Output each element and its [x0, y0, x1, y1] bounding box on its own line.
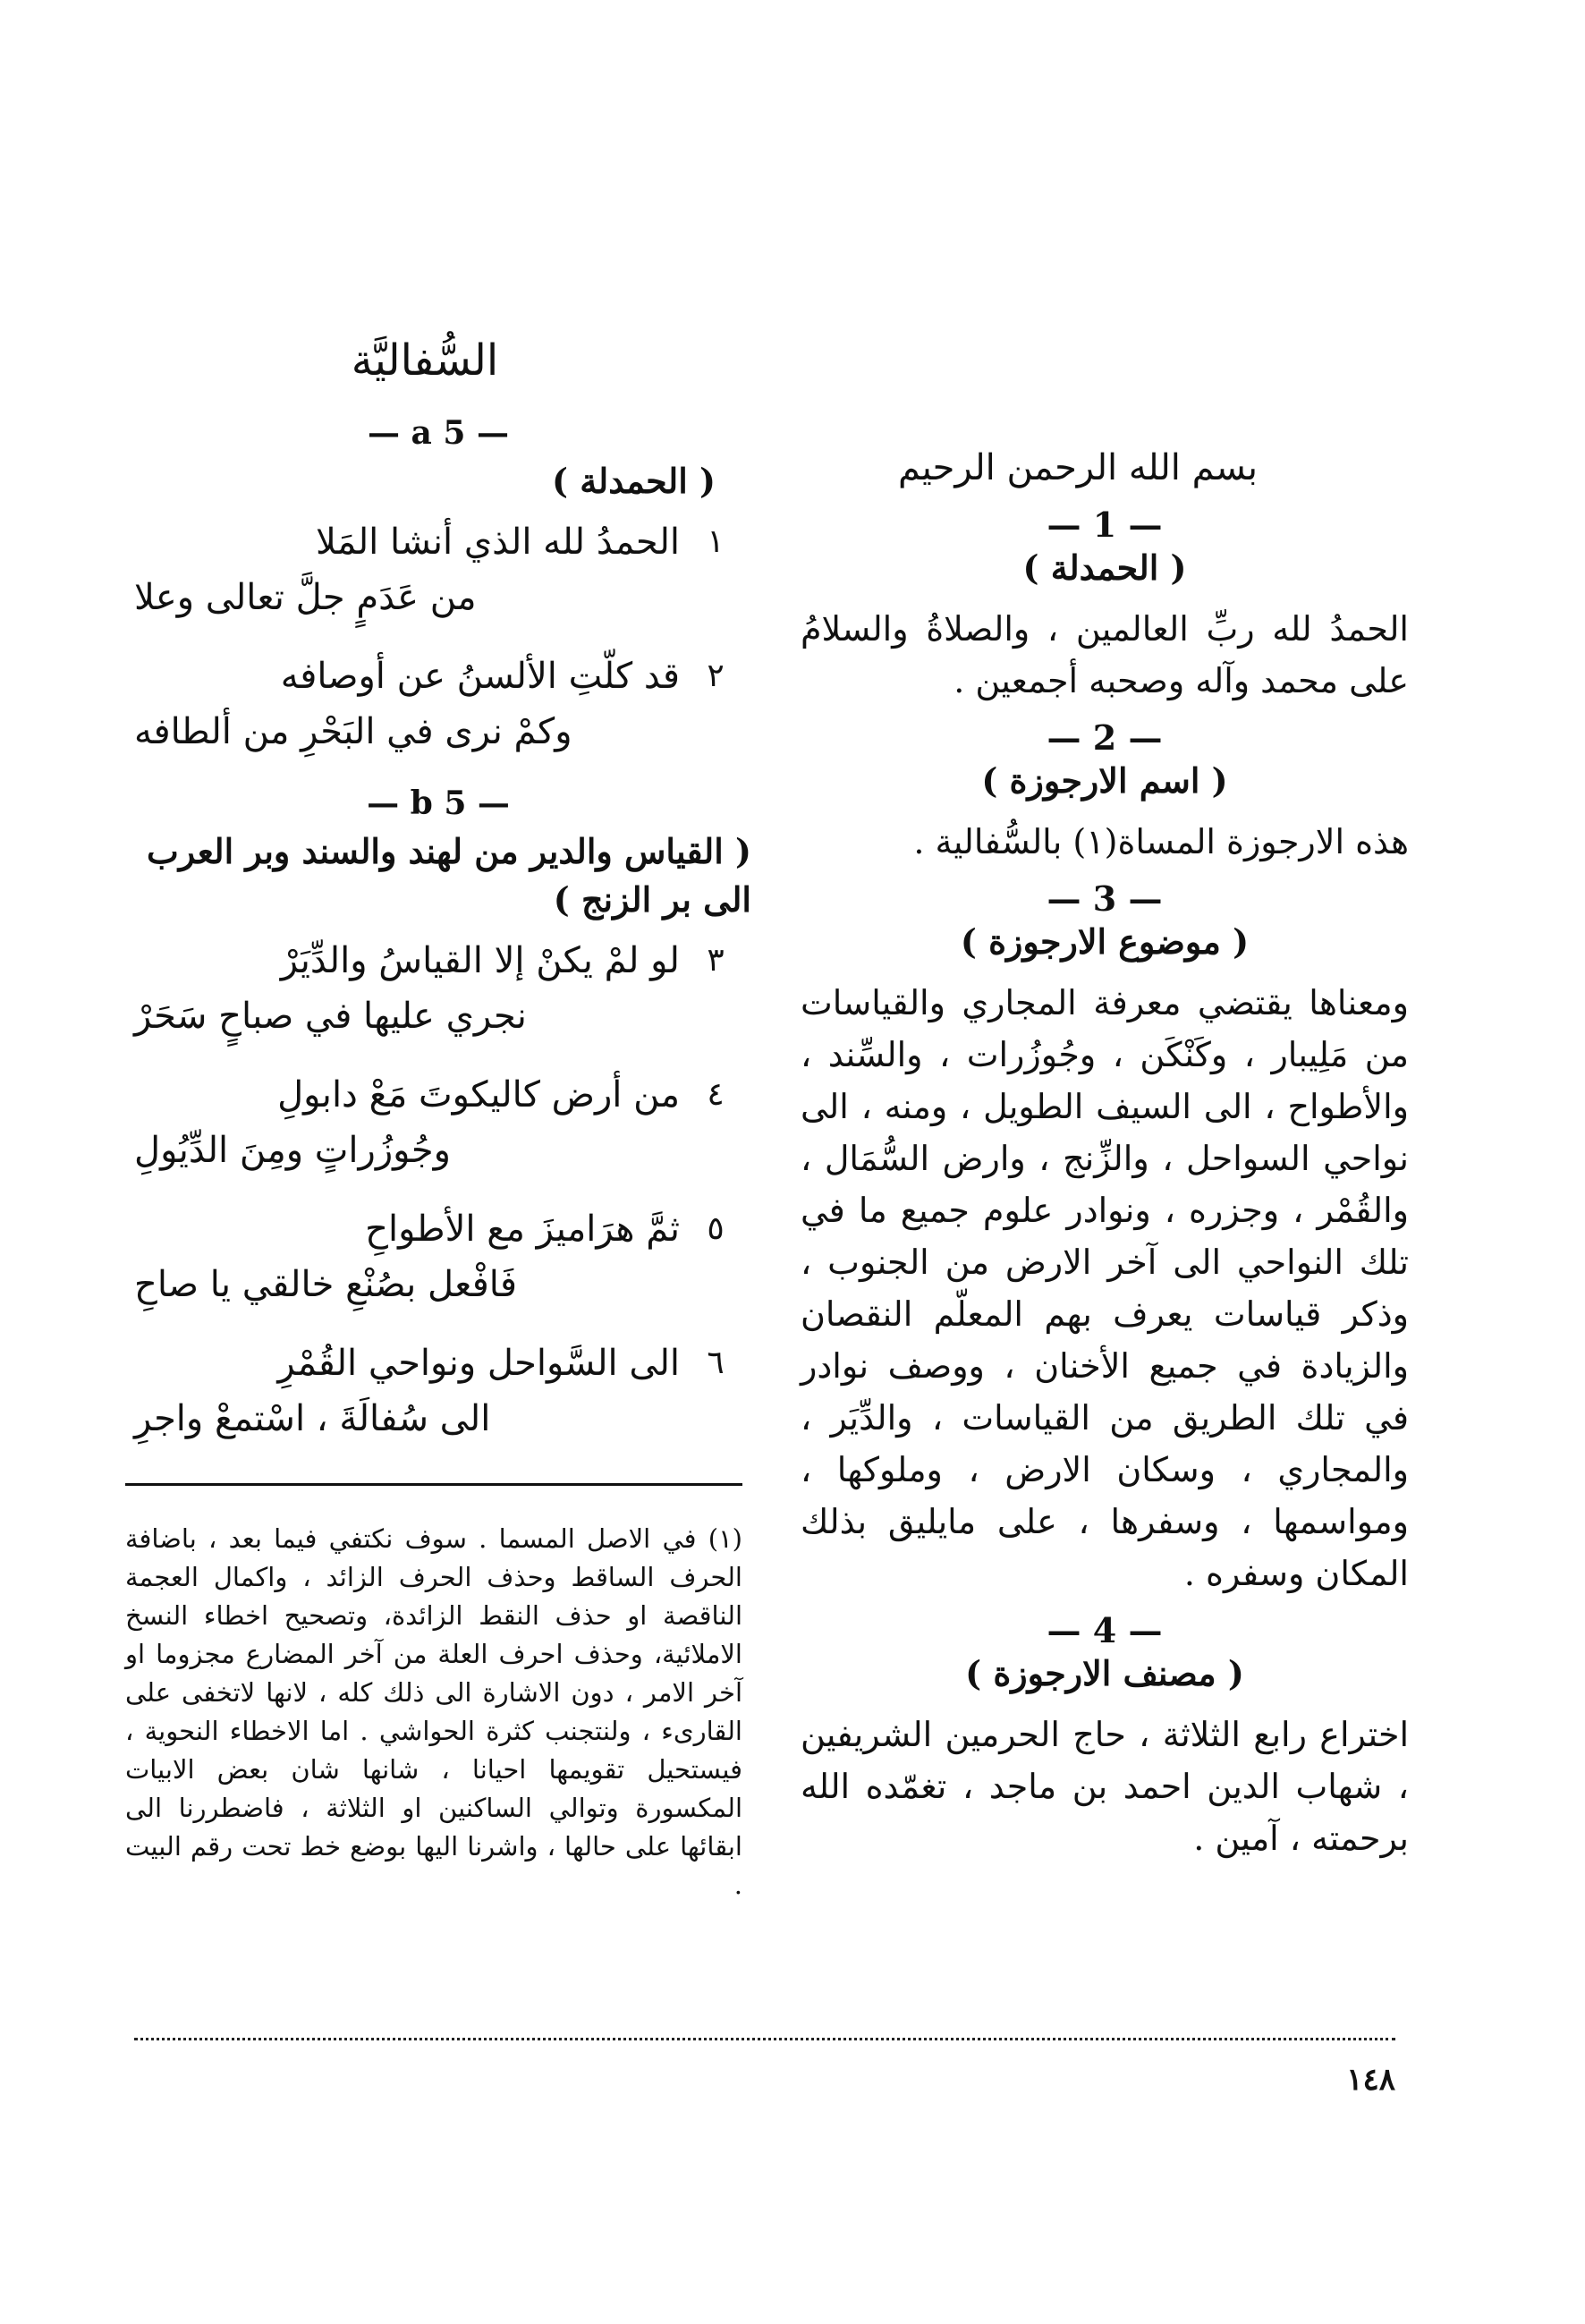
- section-title-2: ( اسم الارجوزة ): [981, 760, 1228, 801]
- section-number-3: — 3 —: [1047, 878, 1163, 919]
- basmala: بسم الله الرحمن الرحيم: [897, 447, 1259, 488]
- verse-6: [125, 1336, 751, 1446]
- verse-1: [125, 514, 751, 625]
- verse-hemistich-first: ثمَّ هرَاميزَ مع الأطواحِ: [365, 1209, 680, 1250]
- verse-hemistich-first: من أرض كاليكوتَ مَعْ دابولِ: [277, 1074, 680, 1115]
- bottom-dotted-divider: [134, 2038, 1395, 2040]
- section-text-2: هذه الارجوزة المساة(١) بالسُّفالية .: [913, 822, 1409, 861]
- verse-5: [125, 1201, 751, 1312]
- verse-number: ١: [707, 523, 725, 560]
- verse-hemistich-second: وكمْ نرى في البَحْرِ من ألطافه: [134, 711, 572, 752]
- section-number-5a: — 5 a —: [367, 414, 510, 452]
- verse-2: [125, 649, 751, 759]
- section-number-1: — 1 —: [1047, 505, 1163, 545]
- section-text-1: الحمدُ لله ربِّ العالمين ، والصلاةُ والسلامُ على محمد وآله وصحبه أجمعين .: [801, 609, 1409, 700]
- page-number: ١٤٨: [1346, 2062, 1395, 2098]
- left-column: [125, 335, 751, 1470]
- verse-hemistich-second: الى سُفالَةَ ، اسْتمعْ واجرِ: [134, 1398, 491, 1439]
- verse-hemistich-second: فَافْعل بصُنْعِ خالقي يا صاحِ: [134, 1264, 518, 1305]
- verse-hemistich-first: لو لمْ يكنْ إلا القياسُ والدِّيَرْ: [280, 940, 680, 981]
- verse-hemistich-first: قد كلّتِ الألسنُ عن أوصافه: [280, 656, 680, 697]
- section-number-2: — 2 —: [1047, 717, 1163, 758]
- verse-hemistich-second: وجُوزُراتٍ ومِنَ الدِّيُولِ: [134, 1130, 451, 1171]
- footnote: (١) في الاصل المسما . سوف نكتفي فيما بعد ، باضافة الحرف الساقط وحذف الحرف الزائد ، واكمال العجمة الناقصة او حذف النقط الزائدة، وتصحيح اخطاء النسخ الاملائية، وحذف احرف العلة من آخر المضارع مجزوما او آخر الامر ، دون الاشارة الى ذلك كله ، لانها لاتخفى على القارىء ، ولنتجنب كثرة الحواشي . اما الاخطاء النحوية ، فيستحيل تقويمها احيانا ، شانها شان بعض الابيات المكسورة وتوالي الساكنين او الثلاثة ، فاضطررنا الى ابقائها على حالها ، واشرنا اليها بوضع خط تحت رقم البيت .: [125, 1523, 742, 1900]
- verse-hemistich-second: نجري عليها في صباحٍ سَحَرْ: [134, 996, 527, 1037]
- verse-number: ٥: [707, 1210, 725, 1247]
- section-text-4: اختراع رابع الثلاثة ، حاج الحرمين الشريفين ، شهاب الدين احمد بن ماجد ، تغمّده الله برحمته ، آمين .: [801, 1715, 1409, 1858]
- verse-4: [125, 1067, 751, 1178]
- section-title-5a: ( الحمدلة ): [552, 461, 716, 501]
- verse-hemistich-first: الحمدُ لله الذي أنشا المَلا: [316, 522, 680, 563]
- section-title-5b: ( القياس والدير من لهند والسند وبر العرب الى بر الزنج ): [146, 831, 751, 920]
- section-number-5b: — 5 b —: [367, 785, 510, 822]
- verse-number: ٤: [707, 1076, 725, 1113]
- verse-number: ٣: [707, 942, 725, 979]
- poem-title: السُّفاليَّة: [351, 335, 499, 386]
- verse-hemistich-first: الى السَّواحل ونواحي القُمْرِ: [277, 1343, 680, 1384]
- verse-number: ٢: [707, 657, 725, 694]
- footnote-divider: [125, 1483, 742, 1486]
- right-column: [801, 447, 1409, 1875]
- section-title-4: ( مصنف الارجوزة ): [965, 1653, 1244, 1693]
- section-title-3: ( موضوع الارجوزة ): [960, 921, 1250, 962]
- section-number-4: — 4 —: [1047, 1610, 1163, 1650]
- section-title-1: ( الحمدلة ): [1022, 547, 1187, 588]
- verse-number: ٦: [707, 1344, 725, 1381]
- verse-3: [125, 933, 751, 1044]
- section-text-3: ومعناها يقتضي معرفة المجاري والقياسات من مَلِيبار ، وكَنْكَن ، وجُوزُرات ، والسِّند ، والأطواح ، الى السيف الطويل ، ومنه ، الى نواحي السواحل ، والزِّنج ، وارض السُّمَال ، والقُمْر ، وجزره ، ونوادر علوم جميع ما في تلك النواحي الى آخر الارض من الجنوب ، وذكر قياسات يعرف بهم المعلّم النقصان والزيادة في جميع الأخنان ، ووصف نوادر في تلك الطريق من القياسات ، والدِّيَر ، والمجاري ، وسكان الارض ، وملوكها ، ومواسمها ، وسفرها ، على مايليق بذلك المكان وسفره .: [801, 983, 1409, 1593]
- verse-hemistich-second: من عَدَمٍ جلَّ تعالى وعلا: [134, 577, 477, 618]
